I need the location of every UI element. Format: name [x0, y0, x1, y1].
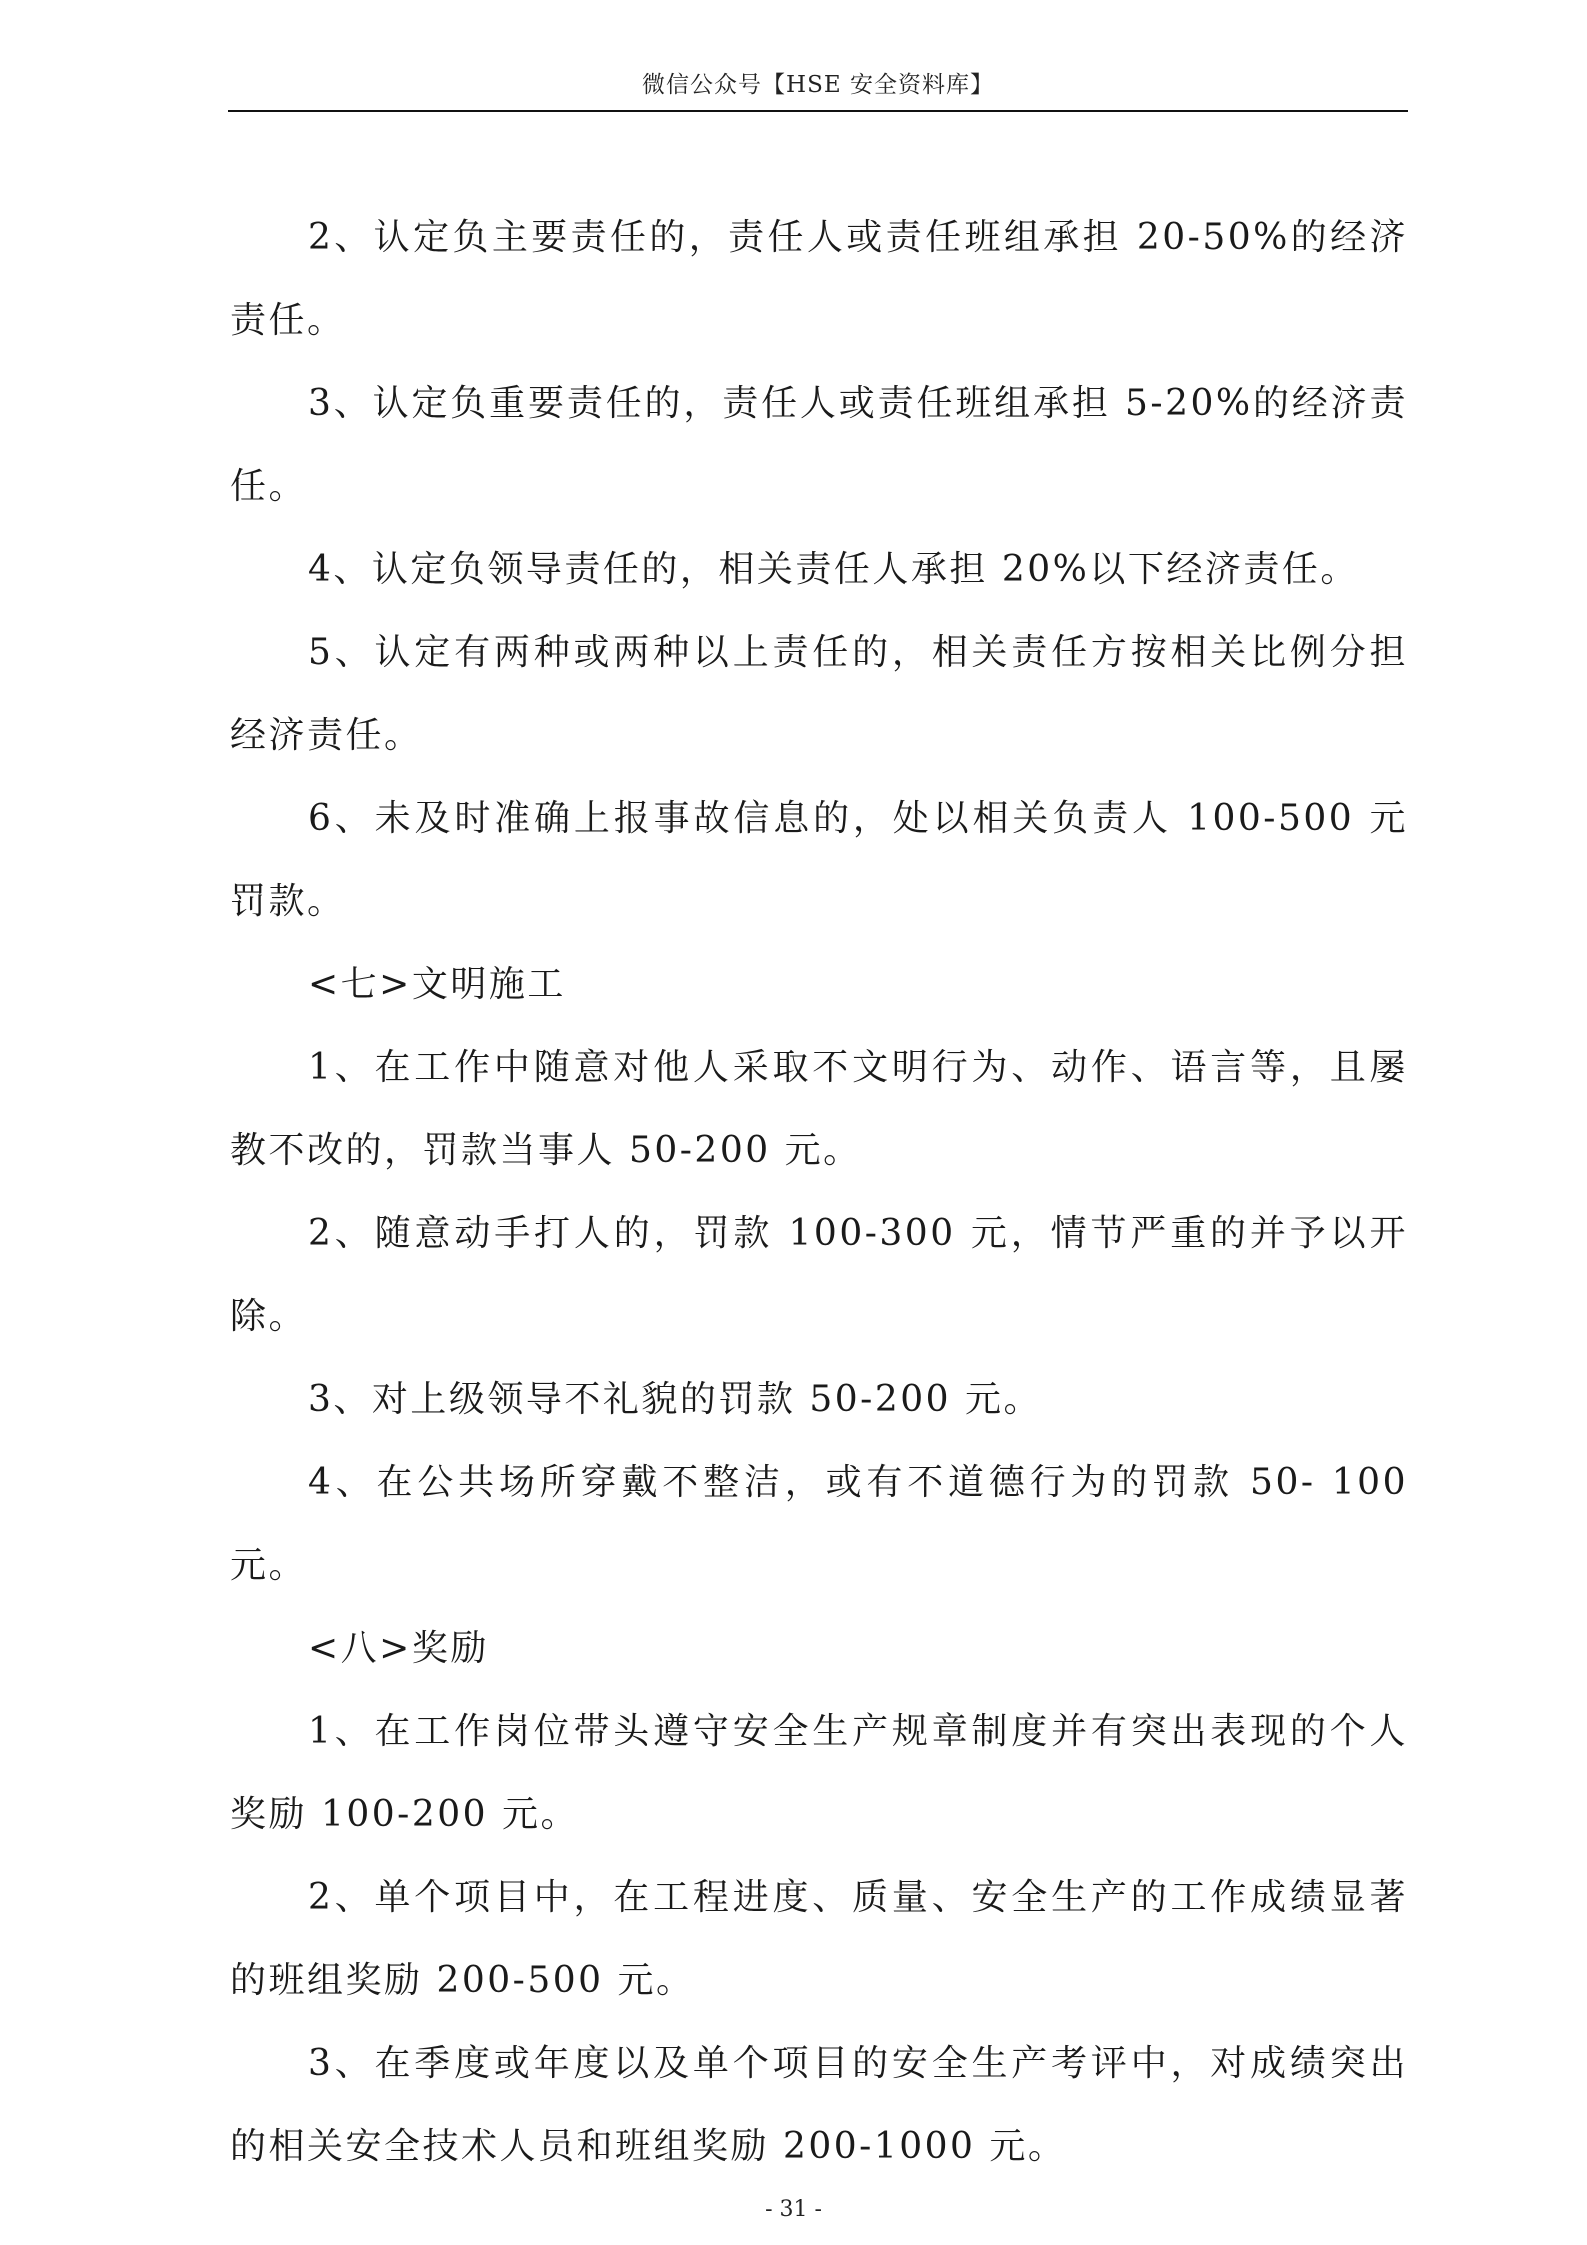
- page-number: - 31 -: [765, 2197, 822, 2222]
- header-divider: [228, 110, 1408, 112]
- paragraph-reward-individual: 1、在工作岗位带头遵守安全生产规章制度并有突出表现的个人奖励 100-200 元。: [230, 1711, 1408, 1835]
- paragraph-disrespect: 3、对上级领导不礼貌的罚款 50-200 元。: [308, 1379, 1042, 1420]
- paragraph-fighting: 2、随意动手打人的，罚款 100-300 元，情节严重的并予以开除。: [230, 1213, 1408, 1337]
- paragraph-liability-important: 3、认定负重要责任的，责任人或责任班组承担 5-20%的经济责任。: [230, 383, 1408, 507]
- paragraph-late-report: 6、未及时准确上报事故信息的，处以相关负责人 100-500 元罚款。: [230, 798, 1408, 922]
- document-body: [230, 196, 1408, 2188]
- paragraph-liability-leadership: 4、认定负领导责任的，相关责任人承担 20%以下经济责任。: [308, 549, 1359, 590]
- paragraph-liability-major: 2、认定负主要责任的，责任人或责任班组承担 20-50%的经济责任。: [230, 217, 1408, 341]
- paragraph-public-conduct: 4、在公共场所穿戴不整洁，或有不道德行为的罚款 50- 100 元。: [230, 1462, 1408, 1586]
- page-header: 微信公众号【HSE 安全资料库】: [642, 72, 994, 98]
- paragraph-reward-assessment: 3、在季度或年度以及单个项目的安全生产考评中，对成绩突出的相关安全技术人员和班组奖励 200-1000 元。: [230, 2043, 1408, 2167]
- paragraph-liability-multiple: 5、认定有两种或两种以上责任的，相关责任方按相关比例分担经济责任。: [230, 632, 1408, 756]
- paragraph-reward-team: 2、单个项目中，在工程进度、质量、安全生产的工作成绩显著的班组奖励 200-500 元。: [230, 1877, 1408, 2001]
- section-heading-civilized-construction: <七>文明施工: [308, 964, 566, 1005]
- paragraph-uncivil-behavior: 1、在工作中随意对他人采取不文明行为、动作、语言等，且屡教不改的，罚款当事人 50-200 元。: [230, 1047, 1408, 1171]
- section-heading-rewards: <八>奖励: [308, 1628, 489, 1669]
